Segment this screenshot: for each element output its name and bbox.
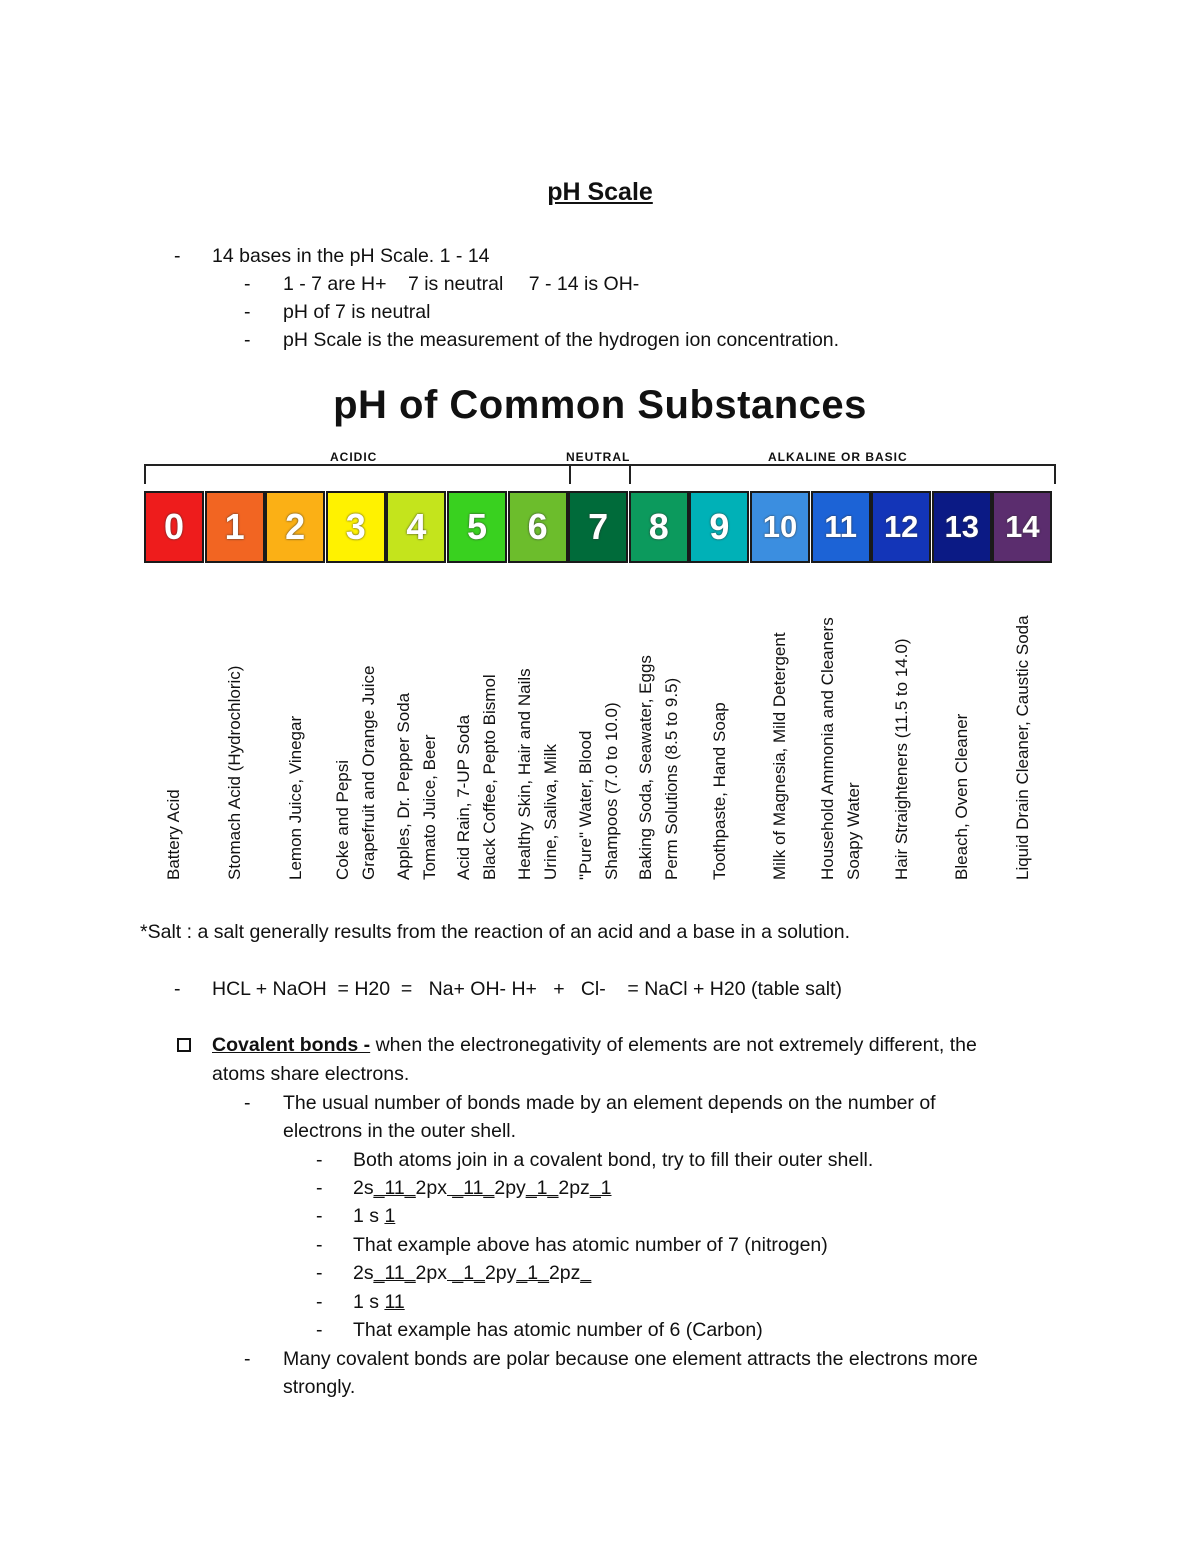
carbon-1s [353, 1288, 405, 1316]
bracket-tick [569, 464, 571, 484]
substance-label-ph-11: Household Ammonia and Cleaners [817, 617, 837, 880]
orbital-2py-label: 2py [494, 1177, 526, 1199]
salt-equation: HCL + NaOH = H20 = Na+ OH- H+ + Cl- = NaCl + H20 (table salt) [212, 978, 843, 1000]
covalent-definition-text: when the electronegativity of elements are not extremely different, the [370, 1034, 977, 1056]
intro-line-3: pH of 7 is neutral [283, 301, 431, 323]
substance-label-ph-1: Stomach Acid (Hydrochloric) [224, 665, 244, 880]
substance-label-ph-3: Coke and Pepsi [333, 759, 353, 880]
bullet-dash: - [244, 301, 251, 323]
bullet-dash: - [316, 1205, 323, 1227]
orbital-2s-value: _11_ [373, 1177, 416, 1199]
orbital-2px-value: _11_ [447, 1177, 495, 1199]
intro-line-1: 14 bases in the pH Scale. 1 - 14 [212, 245, 490, 267]
ph-box-9: 9 [689, 491, 749, 563]
figure-title: pH of Common Substances [333, 383, 867, 427]
substance-label-ph-6: Urine, Saliva, Milk [540, 743, 560, 880]
nitrogen-note: That example above has atomic number of 7 (nitrogen) [353, 1234, 828, 1256]
page-title: pH Scale [547, 178, 653, 206]
orbital-2s-value: _11_ [373, 1262, 416, 1284]
group-label-acidic: ACIDIC [330, 450, 378, 464]
bracket-tick [144, 464, 146, 484]
bullet-dash: - [174, 978, 181, 1000]
substance-label-ph-3: Grapefruit and Orange Juice [359, 665, 379, 880]
checkbox-icon [177, 1038, 191, 1052]
intro-line-4: pH Scale is the measurement of the hydrogen ion concentration. [283, 329, 840, 351]
bullet-dash: - [316, 1177, 323, 1199]
group-bracket [144, 464, 1056, 466]
substance-label-ph-2: Lemon Juice, Vinegar [285, 715, 305, 880]
ph-box-0: 0 [144, 491, 204, 563]
bullet-dash: - [316, 1149, 323, 1171]
orbital-2pz-label: 2pz [558, 1177, 590, 1199]
substance-label-ph-7: "Pure" Water, Blood [575, 730, 595, 880]
ph-box-6: 6 [508, 491, 568, 563]
ph-box-8: 8 [629, 491, 689, 563]
bullet-dash: - [244, 1092, 251, 1114]
orbital-2px-label: 2px [415, 1262, 447, 1284]
substance-label-ph-10: Milk of Magnesia, Mild Detergent [770, 632, 790, 880]
ph-box-4: 4 [386, 491, 446, 563]
ph-box-12: 12 [871, 491, 931, 563]
orbital-2pz-value: _1 [589, 1177, 612, 1199]
orbital-2px-value: _1_ [447, 1262, 485, 1284]
substance-label-ph-5: Acid Rain, 7-UP Soda [454, 714, 474, 880]
ph-box-1: 1 [205, 491, 265, 563]
salt-definition: *Salt : a salt generally results from the reaction of an acid and a base in a solution. [140, 921, 850, 943]
orbital-2pz-value: _ [580, 1262, 592, 1284]
orbital-2s-label: 2s [353, 1177, 374, 1199]
substance-label-ph-8: Perm Solutions (8.5 to 9.5) [662, 677, 682, 880]
substance-label-ph-9: Toothpaste, Hand Soap [709, 702, 729, 880]
ph-box-14: 14 [992, 491, 1052, 563]
bonds-note-line-1: The usual number of bonds made by an element depends on the number of [283, 1092, 936, 1114]
ph-box-3: 3 [326, 491, 386, 563]
bullet-dash: - [316, 1234, 323, 1256]
orbital-1s-label: 1 s [353, 1291, 385, 1313]
orbital-1s-label: 1 s [353, 1205, 385, 1227]
substance-label-ph-4: Tomato Juice, Beer [419, 734, 439, 880]
bracket-tick [1054, 464, 1056, 484]
bonds-note-line-2: electrons in the outer shell. [283, 1120, 517, 1142]
intro-line-2 [283, 270, 639, 298]
substance-label-ph-0: Battery Acid [164, 789, 184, 880]
substance-label-ph-8: Baking Soda, Seawater, Eggs [636, 655, 656, 880]
ph-box-10: 10 [750, 491, 810, 563]
bullet-dash: - [244, 1348, 251, 1370]
carbon-configuration [353, 1259, 591, 1287]
substance-label-ph-12: Hair Straighteners (11.5 to 14.0) [891, 638, 911, 880]
bullet-dash: - [244, 329, 251, 351]
h-plus-range: 1 - 7 are H+ [283, 273, 387, 295]
orbital-1s-value: 11 [384, 1291, 405, 1313]
ph-box-11: 11 [811, 491, 871, 563]
neutral-note: 7 is neutral [407, 273, 504, 295]
group-label-basic: ALKALINE OR BASIC [768, 450, 908, 464]
orbital-2py-value: _1_ [525, 1177, 559, 1199]
substance-label-ph-5: Black Coffee, Pepto Bismol [480, 674, 500, 880]
orbital-2py-value: _1_ [516, 1262, 549, 1284]
bracket-tick [629, 464, 631, 484]
bullet-dash: - [316, 1262, 323, 1284]
nitrogen-configuration [353, 1174, 612, 1202]
orbital-2px-label: 2px [415, 1177, 447, 1199]
bullet-dash: - [244, 273, 251, 295]
orbital-2pz-label: 2pz [548, 1262, 581, 1284]
substance-label-ph-4: Apples, Dr. Pepper Soda [393, 692, 413, 880]
substance-label-ph-7: Shampoos (7.0 to 10.0) [601, 702, 621, 880]
orbital-2s-label: 2s [353, 1262, 374, 1284]
orbital-2py-label: 2py [484, 1262, 517, 1284]
carbon-note: That example has atomic number of 6 (Carbon) [353, 1319, 763, 1341]
bullet-dash: - [316, 1319, 323, 1341]
orbital-1s-value: 1 [384, 1205, 396, 1227]
covalent-definition-line-2: atoms share electrons. [212, 1063, 410, 1085]
covalent-definition-line-1 [212, 1031, 977, 1059]
substance-label-ph-13: Bleach, Oven Cleaner [952, 713, 972, 880]
polar-note-line-1: Many covalent bonds are polar because one element attracts the electrons more [283, 1348, 978, 1370]
substance-label-ph-11: Soapy Water [843, 782, 863, 880]
bullet-dash: - [316, 1291, 323, 1313]
outer-shell-note: Both atoms join in a covalent bond, try to fill their outer shell. [353, 1149, 874, 1171]
substance-label-ph-14: Liquid Drain Cleaner, Caustic Soda [1012, 615, 1032, 880]
substance-label-ph-6: Healthy Skin, Hair and Nails [514, 668, 534, 880]
oh-range: 7 - 14 is OH- [528, 273, 640, 295]
ph-box-7: 7 [568, 491, 628, 563]
ph-box-13: 13 [932, 491, 992, 563]
covalent-term: Covalent bonds - [212, 1034, 371, 1056]
group-label-neutral: NEUTRAL [566, 450, 631, 464]
bullet-dash: - [174, 245, 181, 267]
ph-box-5: 5 [447, 491, 507, 563]
polar-note-line-2: strongly. [283, 1376, 356, 1398]
nitrogen-1s [353, 1202, 395, 1230]
ph-box-2: 2 [265, 491, 325, 563]
